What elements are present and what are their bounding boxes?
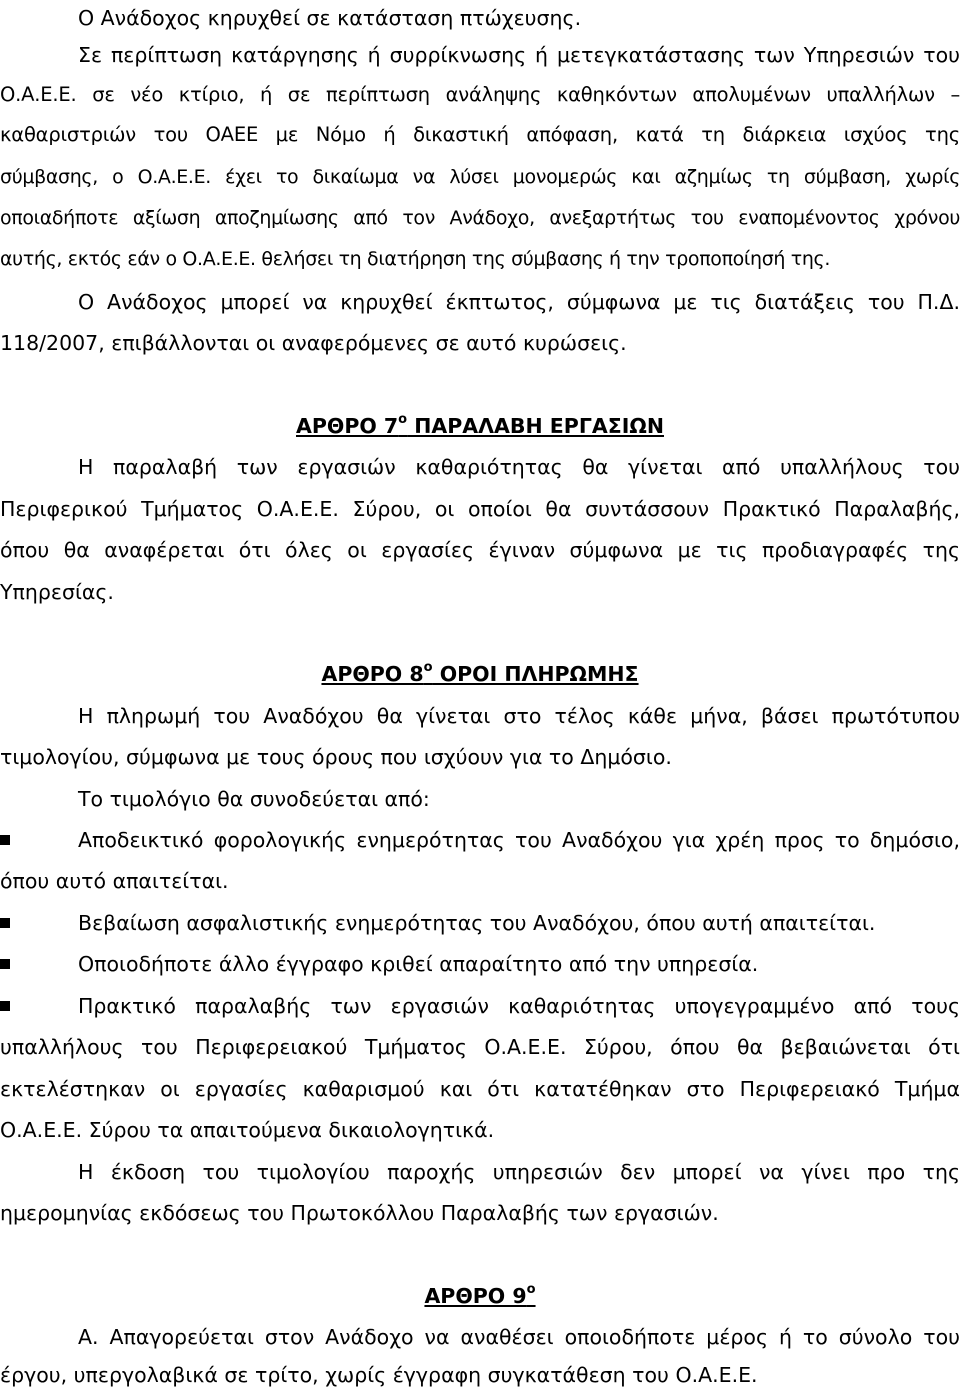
article7-heading-post: ΠΑΡΑΛΑΒΗ ΕΡΓΑΣΙΩΝ	[407, 414, 664, 438]
article7-heading	[0, 409, 960, 443]
para1-line1: Ο Ανάδοχος κηρυχθεί σε κατάσταση πτώχευσης.	[78, 6, 582, 30]
article7-line4: Υπηρεσίας.	[0, 580, 114, 604]
article8-line4: Η έκδοση του τιμολογίου παροχής υπηρεσιών δεν μπορεί να γίνει προ της	[78, 1160, 960, 1184]
article9-line2: έργου, υπεργολαβικά σε τρίτο, χωρίς έγγραφη συγκατάθεση του Ο.Α.Ε.Ε.	[0, 1363, 758, 1387]
bullet-square-icon	[0, 918, 10, 928]
article8-line3: Το τιμολόγιο θα συνοδεύεται από:	[78, 787, 430, 811]
bullet1-line2: όπου αυτό απαιτείται.	[0, 869, 229, 893]
bullet1-line1: Αποδεικτικό φορολογικής ενημερότητας του Αναδόχου για χρέη προς το δημόσιο,	[78, 828, 960, 852]
article9-heading	[0, 1279, 960, 1313]
article7-heading-sup: ο	[398, 412, 408, 428]
bullet-item-4	[0, 989, 960, 1023]
article8-heading-sup: ο	[423, 660, 433, 676]
para1-line9: 118/2007, επιβάλλονται οι αναφερόμενες σε αυτό κυρώσεις.	[0, 331, 627, 355]
bullet-item-1	[0, 823, 960, 857]
bullet4-line1: Πρακτικό παραλαβής των εργασιών καθαριότητας υπογεγραμμένο από τους	[78, 994, 960, 1018]
para1-line3: Ο.Α.Ε.Ε. σε νέο κτίριο, ή σε περίπτωση ανάληψης καθηκόντων απολυμένων υπαλλήλων –	[0, 83, 960, 106]
para1-line6: οποιαδήποτε αξίωση αποζημίωσης από τον Ανάδοχο, ανεξαρτήτως του εναπομένοντος χρόνου	[0, 207, 960, 229]
article8-line1: Η πληρωμή του Αναδόχου θα γίνεται στο τέλος κάθε μήνα, βάσει πρωτότυπου	[78, 704, 960, 728]
article7-line1: Η παραλαβή των εργασιών καθαριότητας θα γίνεται από υπαλλήλους του	[78, 455, 960, 479]
bullet2-text: Βεβαίωση ασφαλιστικής ενημερότητας του Αναδόχου, όπου αυτή απαιτείται.	[78, 911, 876, 935]
article8-line5: ημερομηνίας εκδόσεως του Πρωτοκόλλου Παραλαβής των εργασιών.	[0, 1201, 719, 1225]
article8-heading-post: ΟΡΟΙ ΠΛΗΡΩΜΗΣ	[432, 662, 639, 686]
article9-heading-sup: ο	[526, 1282, 536, 1298]
article9-line1: Α. Απαγορεύεται στον Ανάδοχο να αναθέσει οποιοδήποτε μέρος ή το σύνολο του	[78, 1325, 960, 1349]
article7-heading-pre: ΑΡΘΡΟ 7	[296, 414, 399, 438]
bullet-square-icon	[0, 1001, 10, 1011]
para1-line4: καθαριστριών του ΟΑΕΕ με Νόμο ή δικαστική απόφαση, κατά τη διάρκεια ισχύος της	[0, 123, 960, 146]
bullet4-line2: υπαλλήλους του Περιφερειακού Τμήματος Ο.Α.Ε.Ε. Σύρου, όπου θα βεβαιώνεται ότι	[0, 1035, 960, 1059]
article8-heading	[0, 657, 960, 691]
para1-line2: Σε περίπτωση κατάργησης ή συρρίκνωσης ή μετεγκατάστασης των Υπηρεσιών του	[78, 43, 960, 67]
article9-heading-pre: ΑΡΘΡΟ 9	[424, 1284, 527, 1308]
para1-line5: σύμβασης, ο Ο.Α.Ε.Ε. έχει το δικαίωμα να λύσει μονομερώς και αζημίως τη σύμβαση, χωρίς	[0, 166, 960, 188]
bullet-square-icon	[0, 835, 10, 845]
para1-line8: Ο Ανάδοχος μπορεί να κηρυχθεί έκπτωτος, σύμφωνα με τις διατάξεις του Π.Δ.	[78, 290, 960, 314]
bullet3-text: Οποιοδήποτε άλλο έγγραφο κριθεί απαραίτητο από την υπηρεσία.	[78, 952, 759, 976]
bullet-square-icon	[0, 959, 10, 969]
bullet-item-3	[0, 947, 960, 981]
article8-line2: τιμολογίου, σύμφωνα με τους όρους που ισχύουν για το Δημόσιο.	[0, 745, 672, 769]
bullet4-line3: εκτελέστηκαν οι εργασίες καθαρισμού και ότι κατατέθηκαν στο Περιφερειακό Τμήμα	[0, 1077, 960, 1101]
article7-line2: Περιφερικού Τμήματος Ο.Α.Ε.Ε. Σύρου, οι οποίοι θα συντάσσουν Πρακτικό Παραλαβής,	[0, 497, 960, 521]
bullet4-line4: Ο.Α.Ε.Ε. Σύρου τα απαιτούμενα δικαιολογητικά.	[0, 1118, 495, 1142]
para1-line7: αυτής, εκτός εάν ο Ο.Α.Ε.Ε. θελήσει τη διατήρηση της σύμβασης ή την τροποποίησή της.	[0, 248, 831, 270]
article8-heading-pre: ΑΡΘΡΟ 8	[321, 662, 424, 686]
article7-line3: όπου θα αναφέρεται ότι όλες οι εργασίες έγιναν σύμφωνα με τις προδιαγραφές της	[0, 538, 960, 562]
bullet-item-2	[0, 906, 960, 940]
